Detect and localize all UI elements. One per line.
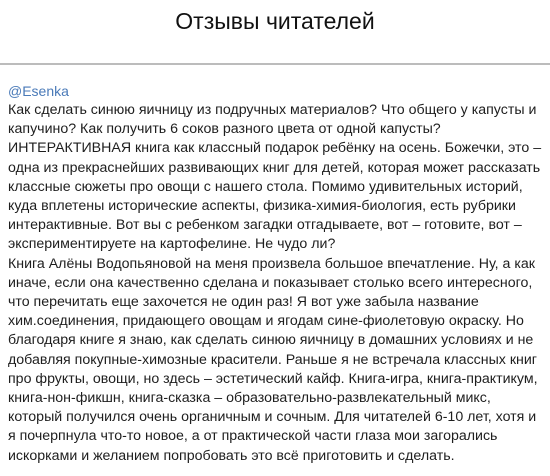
review-text (8, 101, 546, 466)
page-title: Отзывы читателей (175, 8, 375, 34)
review-paragraph: Как сделать синюю яичницу из подручных материалов? Что общего у капусты и капучино? Как получить 6 соков разного цвета от одной капусты? ИНТЕРАКТИВНАЯ книга как классный подарок ребёнку на осень. Божечки, это – одна из прекраснейших развивающих книг для детей, которая может рассказать классные сюжеты про овощи с нашего стола. Помимо удивительных историй, куда вплетены исторические аспекты, физика-химия-биология, есть рубрики интерактивные. Вот вы с ребенком загадки отгадываете, вот – готовите, вот – экспериментируете на картофелине. Не чудо ли? (8, 102, 542, 253)
review-card (8, 82, 546, 466)
review-author-link[interactable]: @Esenka (8, 83, 69, 99)
review-paragraph: Книга Алёны Водопьяновой на меня произвела большое впечатление. Ну, а как иначе, если она качественно сделана и показывает столько всего интересного, что перечитать еще захочется не один раз! Я вот уже забыла название хим.соединения, придающего овощам и ягодам сине-фиолетовую окраску. Но благодаря книге я знаю, как сделать синюю яичницу в домашних условиях и не добавляя покупные-химозные красители. Раньше я не встречала классных книг про фрукты, овощи, но здесь – эстетический кайф. Книга-игра, книга-практикум, книга-нон-фикшн, книга-сказка – образовательно-развлекательный микс, который получился очень органичным и сочным. Для читателей 6-10 лет, хотя и я почерпнула что-то новое, а от практической части глаза мои загорались искорками и желанием попробовать это всё приготовить и сделать. (8, 255, 538, 464)
header-divider (0, 63, 550, 65)
